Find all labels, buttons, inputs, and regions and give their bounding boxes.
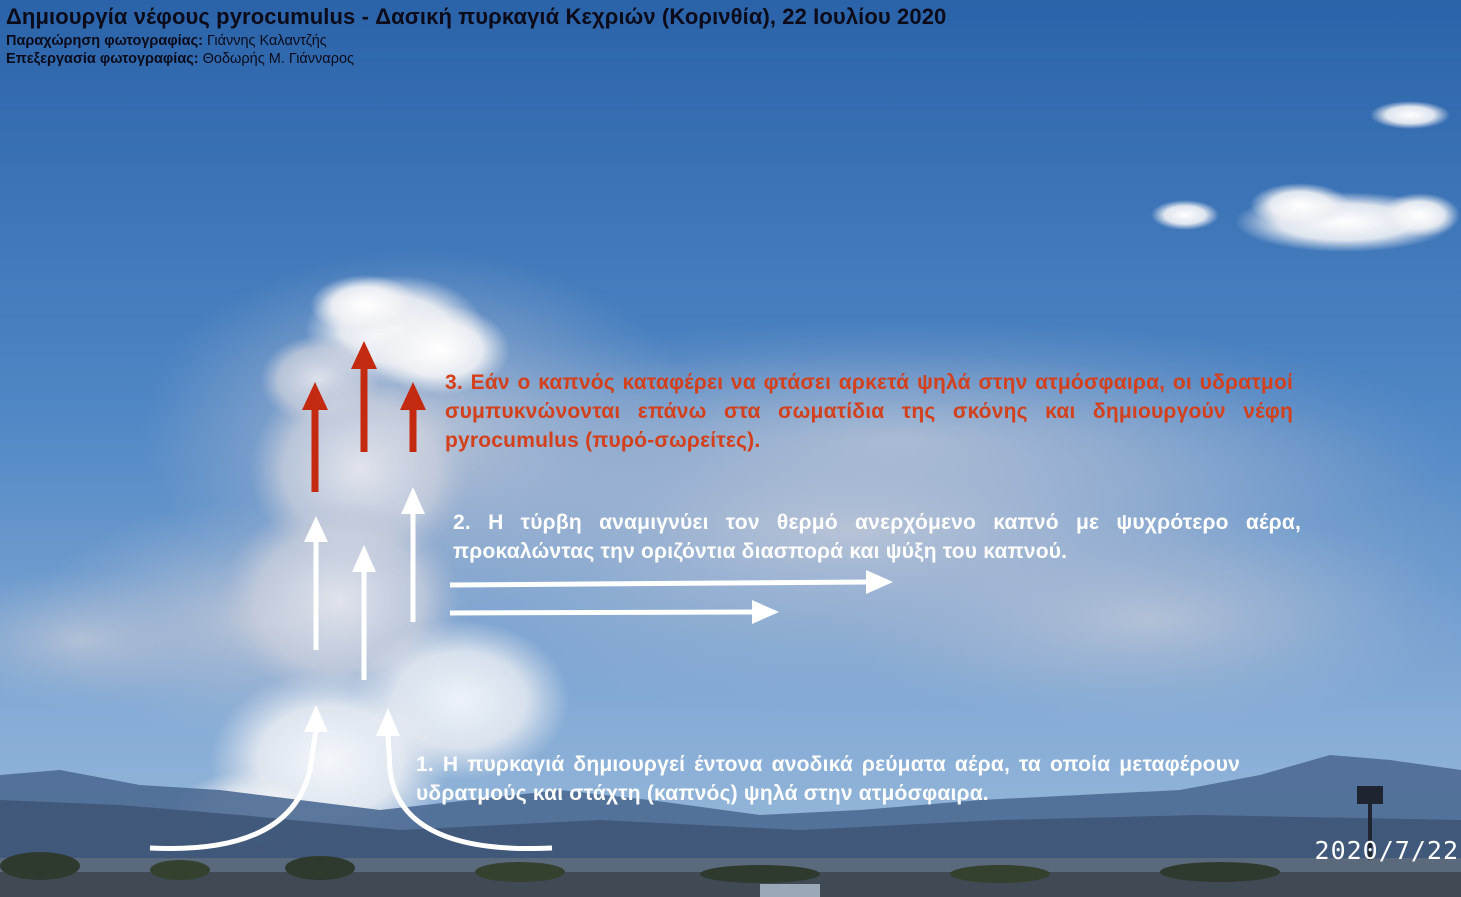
photo-credit-label: Παραχώρηση φωτογραφίας: [6,33,203,49]
step-3-caption: 3. Εάν ο καπνός καταφέρει να φτάσει αρκετά ψηλά στην ατμόσφαιρα, οι υδρατμοί συμπυκνώνονται επάνω στα σωματίδια της σκόνης και δημιουργούν νέφη pyrocumulus (πυρό-σωρείτες). [445,371,1293,452]
processing-credit-label: Επεξεργασία φωτογραφίας: [6,51,199,67]
photo-credit-name: Γιάννης Καλαντζής [207,33,327,49]
town-treeline [0,852,1461,897]
photo-credit [6,33,327,49]
horizontal-arrow-upper-shaft [450,582,868,585]
step-2-caption: 2. Η τύρβη αναμιγνύει τον θερμό ανερχόμενο καπνό με ψυχρότερο αέρα, προκαλώντας την οριζόντια διασπορά και ψύξη του καπνού. [453,511,1301,563]
horizontal-arrow-lower-shaft [450,612,754,613]
page-title: Δημιουργία νέφους pyrocumulus - Δασική πυρκαγιά Κεχριών (Κορινθία), 22 Ιουλίου 2020 [6,4,947,29]
processing-credit-name: Θοδωρής Μ. Γιάνναρος [202,51,354,67]
step-1-caption: 1. Η πυρκαγιά δημιουργεί έντονα ανοδικά ρεύματα αέρα, τα οποία μεταφέρουν υδρατμούς και στάχτη (καπνός) ψηλά στην ατμόσφαιρα. [416,753,1240,805]
processing-credit [6,51,354,67]
date-stamp: 2020/7/22 [1314,836,1459,865]
